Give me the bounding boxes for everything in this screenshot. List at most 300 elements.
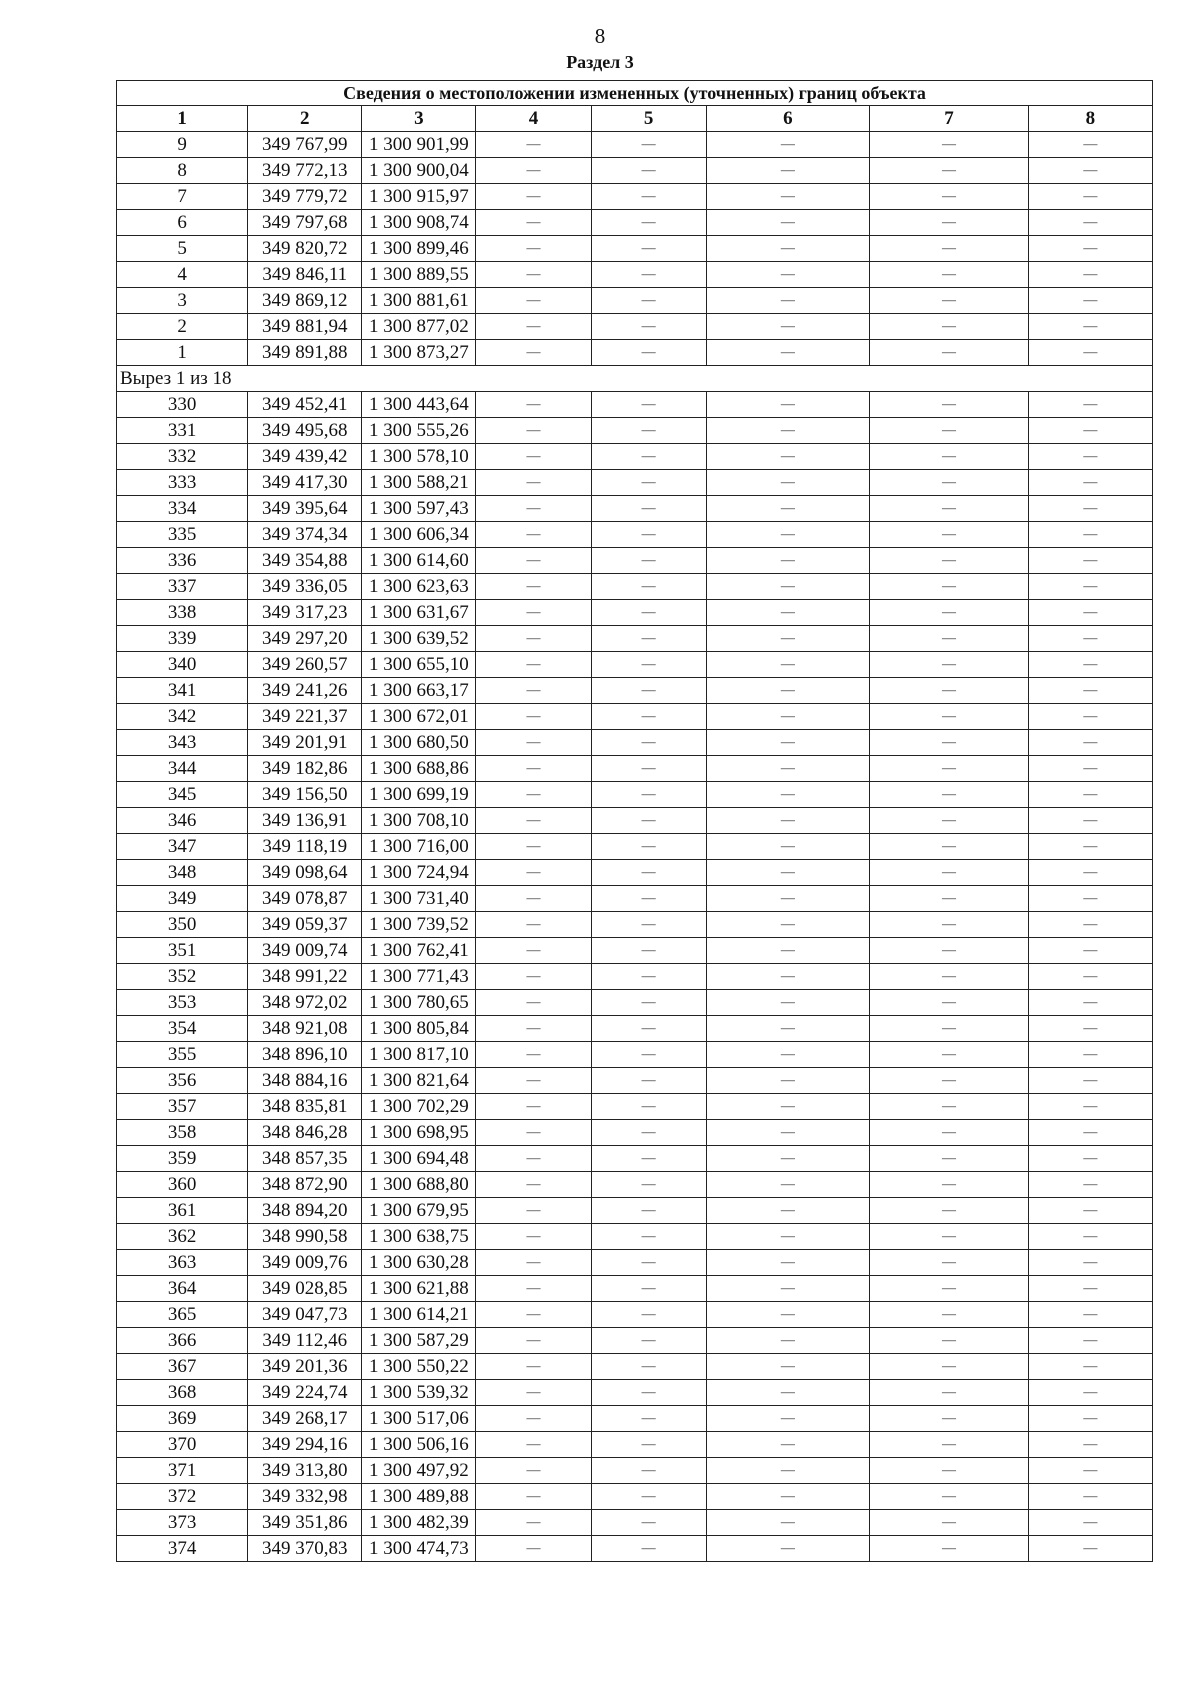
y-coordinate-cell: 1 300 708,10	[362, 808, 476, 834]
y-coordinate-cell: 1 300 731,40	[362, 886, 476, 912]
point-number-cell: 337	[117, 574, 248, 600]
y-coordinate-cell: 1 300 688,86	[362, 756, 476, 782]
table-row	[117, 1276, 1153, 1302]
empty-dash-cell: —	[870, 1484, 1029, 1510]
y-coordinate-cell: 1 300 614,60	[362, 548, 476, 574]
point-number-cell: 340	[117, 652, 248, 678]
empty-dash-cell: —	[591, 730, 706, 756]
empty-dash-cell: —	[476, 132, 591, 158]
empty-dash-cell: —	[706, 548, 870, 574]
empty-dash-cell: —	[591, 1198, 706, 1224]
empty-dash-cell: —	[1028, 1094, 1152, 1120]
empty-dash-cell: —	[1028, 1250, 1152, 1276]
empty-dash-cell: —	[1028, 938, 1152, 964]
empty-dash-cell: —	[1028, 1120, 1152, 1146]
empty-dash-cell: —	[591, 912, 706, 938]
table-row	[117, 1250, 1153, 1276]
y-coordinate-cell: 1 300 606,34	[362, 522, 476, 548]
empty-dash-cell: —	[591, 184, 706, 210]
y-coordinate-cell: 1 300 915,97	[362, 184, 476, 210]
point-number-cell: 3	[117, 288, 248, 314]
column-header: 8	[1028, 106, 1152, 132]
table-row	[117, 574, 1153, 600]
x-coordinate-cell: 349 846,11	[248, 262, 362, 288]
empty-dash-cell: —	[1028, 418, 1152, 444]
empty-dash-cell: —	[591, 496, 706, 522]
y-coordinate-cell: 1 300 702,29	[362, 1094, 476, 1120]
empty-dash-cell: —	[476, 1198, 591, 1224]
empty-dash-cell: —	[870, 1094, 1029, 1120]
table-row	[117, 1094, 1153, 1120]
empty-dash-cell: —	[706, 158, 870, 184]
empty-dash-cell: —	[1028, 314, 1152, 340]
empty-dash-cell: —	[870, 262, 1029, 288]
empty-dash-cell: —	[706, 522, 870, 548]
empty-dash-cell: —	[1028, 340, 1152, 366]
empty-dash-cell: —	[870, 678, 1029, 704]
empty-dash-cell: —	[591, 808, 706, 834]
point-number-cell: 348	[117, 860, 248, 886]
table-row	[117, 860, 1153, 886]
point-number-cell: 1	[117, 340, 248, 366]
table-body	[117, 132, 1153, 1562]
empty-dash-cell: —	[706, 730, 870, 756]
empty-dash-cell: —	[706, 860, 870, 886]
table-row	[117, 912, 1153, 938]
x-coordinate-cell: 349 059,37	[248, 912, 362, 938]
empty-dash-cell: —	[476, 678, 591, 704]
empty-dash-cell: —	[591, 1328, 706, 1354]
empty-dash-cell: —	[1028, 730, 1152, 756]
empty-dash-cell: —	[706, 262, 870, 288]
empty-dash-cell: —	[706, 600, 870, 626]
x-coordinate-cell: 349 336,05	[248, 574, 362, 600]
table-row	[117, 808, 1153, 834]
table-row	[117, 1172, 1153, 1198]
empty-dash-cell: —	[476, 860, 591, 886]
empty-dash-cell: —	[591, 860, 706, 886]
coordinates-table	[116, 80, 1153, 1562]
empty-dash-cell: —	[476, 1276, 591, 1302]
x-coordinate-cell: 349 009,74	[248, 938, 362, 964]
point-number-cell: 333	[117, 470, 248, 496]
empty-dash-cell: —	[1028, 392, 1152, 418]
empty-dash-cell: —	[870, 418, 1029, 444]
point-number-cell: 365	[117, 1302, 248, 1328]
empty-dash-cell: —	[476, 886, 591, 912]
empty-dash-cell: —	[870, 1068, 1029, 1094]
point-number-cell: 347	[117, 834, 248, 860]
x-coordinate-cell: 349 351,86	[248, 1510, 362, 1536]
y-coordinate-cell: 1 300 638,75	[362, 1224, 476, 1250]
y-coordinate-cell: 1 300 889,55	[362, 262, 476, 288]
empty-dash-cell: —	[476, 600, 591, 626]
empty-dash-cell: —	[706, 1042, 870, 1068]
point-number-cell: 362	[117, 1224, 248, 1250]
empty-dash-cell: —	[870, 834, 1029, 860]
empty-dash-cell: —	[476, 158, 591, 184]
table-row	[117, 340, 1153, 366]
empty-dash-cell: —	[1028, 574, 1152, 600]
point-number-cell: 346	[117, 808, 248, 834]
empty-dash-cell: —	[1028, 912, 1152, 938]
point-number-cell: 336	[117, 548, 248, 574]
point-number-cell: 360	[117, 1172, 248, 1198]
empty-dash-cell: —	[870, 704, 1029, 730]
table-caption: Сведения о местоположении измененных (уточненных) границ объекта	[117, 81, 1153, 106]
empty-dash-cell: —	[591, 262, 706, 288]
empty-dash-cell: —	[591, 1094, 706, 1120]
empty-dash-cell: —	[706, 210, 870, 236]
empty-dash-cell: —	[1028, 1536, 1152, 1562]
empty-dash-cell: —	[706, 1250, 870, 1276]
empty-dash-cell: —	[706, 1198, 870, 1224]
empty-dash-cell: —	[1028, 704, 1152, 730]
empty-dash-cell: —	[476, 470, 591, 496]
empty-dash-cell: —	[476, 1042, 591, 1068]
empty-dash-cell: —	[591, 600, 706, 626]
empty-dash-cell: —	[870, 860, 1029, 886]
empty-dash-cell: —	[706, 652, 870, 678]
empty-dash-cell: —	[476, 1068, 591, 1094]
empty-dash-cell: —	[476, 808, 591, 834]
empty-dash-cell: —	[476, 1172, 591, 1198]
empty-dash-cell: —	[591, 1250, 706, 1276]
empty-dash-cell: —	[591, 288, 706, 314]
y-coordinate-cell: 1 300 771,43	[362, 964, 476, 990]
y-coordinate-cell: 1 300 482,39	[362, 1510, 476, 1536]
empty-dash-cell: —	[1028, 1172, 1152, 1198]
empty-dash-cell: —	[870, 288, 1029, 314]
empty-dash-cell: —	[706, 834, 870, 860]
empty-dash-cell: —	[870, 1146, 1029, 1172]
x-coordinate-cell: 349 374,34	[248, 522, 362, 548]
empty-dash-cell: —	[870, 340, 1029, 366]
x-coordinate-cell: 348 884,16	[248, 1068, 362, 1094]
empty-dash-cell: —	[1028, 1328, 1152, 1354]
x-coordinate-cell: 349 869,12	[248, 288, 362, 314]
empty-dash-cell: —	[870, 1276, 1029, 1302]
table-row	[117, 158, 1153, 184]
x-coordinate-cell: 349 221,37	[248, 704, 362, 730]
empty-dash-cell: —	[476, 496, 591, 522]
x-coordinate-cell: 349 260,57	[248, 652, 362, 678]
empty-dash-cell: —	[1028, 1354, 1152, 1380]
table-row	[117, 938, 1153, 964]
table-row	[117, 1510, 1153, 1536]
y-coordinate-cell: 1 300 698,95	[362, 1120, 476, 1146]
y-coordinate-cell: 1 300 631,67	[362, 600, 476, 626]
x-coordinate-cell: 349 313,80	[248, 1458, 362, 1484]
empty-dash-cell: —	[706, 1406, 870, 1432]
empty-dash-cell: —	[476, 1406, 591, 1432]
empty-dash-cell: —	[870, 730, 1029, 756]
empty-dash-cell: —	[870, 886, 1029, 912]
x-coordinate-cell: 349 241,26	[248, 678, 362, 704]
point-number-cell: 368	[117, 1380, 248, 1406]
empty-dash-cell: —	[476, 392, 591, 418]
empty-dash-cell: —	[1028, 600, 1152, 626]
x-coordinate-cell: 348 896,10	[248, 1042, 362, 1068]
point-number-cell: 372	[117, 1484, 248, 1510]
table-row	[117, 1406, 1153, 1432]
empty-dash-cell: —	[706, 496, 870, 522]
empty-dash-cell: —	[1028, 782, 1152, 808]
empty-dash-cell: —	[591, 886, 706, 912]
empty-dash-cell: —	[476, 756, 591, 782]
x-coordinate-cell: 349 767,99	[248, 132, 362, 158]
empty-dash-cell: —	[591, 444, 706, 470]
point-number-cell: 361	[117, 1198, 248, 1224]
empty-dash-cell: —	[591, 574, 706, 600]
empty-dash-cell: —	[476, 1302, 591, 1328]
empty-dash-cell: —	[706, 288, 870, 314]
x-coordinate-cell: 349 452,41	[248, 392, 362, 418]
empty-dash-cell: —	[591, 1406, 706, 1432]
empty-dash-cell: —	[591, 522, 706, 548]
table-row	[117, 184, 1153, 210]
y-coordinate-cell: 1 300 817,10	[362, 1042, 476, 1068]
y-coordinate-cell: 1 300 597,43	[362, 496, 476, 522]
empty-dash-cell: —	[870, 1380, 1029, 1406]
point-number-cell: 4	[117, 262, 248, 288]
x-coordinate-cell: 348 894,20	[248, 1198, 362, 1224]
column-header: 6	[706, 106, 870, 132]
x-coordinate-cell: 349 098,64	[248, 860, 362, 886]
empty-dash-cell: —	[706, 418, 870, 444]
y-coordinate-cell: 1 300 724,94	[362, 860, 476, 886]
x-coordinate-cell: 349 118,19	[248, 834, 362, 860]
empty-dash-cell: —	[1028, 1302, 1152, 1328]
empty-dash-cell: —	[1028, 860, 1152, 886]
empty-dash-cell: —	[1028, 1510, 1152, 1536]
empty-dash-cell: —	[476, 1484, 591, 1510]
empty-dash-cell: —	[591, 1172, 706, 1198]
empty-dash-cell: —	[1028, 1224, 1152, 1250]
empty-dash-cell: —	[476, 912, 591, 938]
empty-dash-cell: —	[591, 834, 706, 860]
empty-dash-cell: —	[476, 964, 591, 990]
empty-dash-cell: —	[476, 522, 591, 548]
table-row	[117, 678, 1153, 704]
table-row	[117, 314, 1153, 340]
empty-dash-cell: —	[870, 1406, 1029, 1432]
empty-dash-cell: —	[870, 782, 1029, 808]
empty-dash-cell: —	[591, 314, 706, 340]
y-coordinate-cell: 1 300 517,06	[362, 1406, 476, 1432]
empty-dash-cell: —	[1028, 1432, 1152, 1458]
empty-dash-cell: —	[591, 1016, 706, 1042]
y-coordinate-cell: 1 300 899,46	[362, 236, 476, 262]
y-coordinate-cell: 1 300 639,52	[362, 626, 476, 652]
empty-dash-cell: —	[591, 236, 706, 262]
y-coordinate-cell: 1 300 901,99	[362, 132, 476, 158]
point-number-cell: 344	[117, 756, 248, 782]
empty-dash-cell: —	[870, 1250, 1029, 1276]
empty-dash-cell: —	[591, 1068, 706, 1094]
empty-dash-cell: —	[1028, 990, 1152, 1016]
table-row	[117, 132, 1153, 158]
y-coordinate-cell: 1 300 805,84	[362, 1016, 476, 1042]
group-label: Вырез 1 из 18	[117, 366, 1153, 392]
y-coordinate-cell: 1 300 443,64	[362, 392, 476, 418]
x-coordinate-cell: 349 395,64	[248, 496, 362, 522]
table-row	[117, 236, 1153, 262]
x-coordinate-cell: 349 224,74	[248, 1380, 362, 1406]
empty-dash-cell: —	[476, 1328, 591, 1354]
point-number-cell: 369	[117, 1406, 248, 1432]
empty-dash-cell: —	[706, 1380, 870, 1406]
empty-dash-cell: —	[591, 652, 706, 678]
table-row	[117, 756, 1153, 782]
point-number-cell: 354	[117, 1016, 248, 1042]
empty-dash-cell: —	[476, 574, 591, 600]
column-header: 7	[870, 106, 1029, 132]
table-row	[117, 288, 1153, 314]
table-row	[117, 418, 1153, 444]
empty-dash-cell: —	[706, 626, 870, 652]
empty-dash-cell: —	[591, 1146, 706, 1172]
y-coordinate-cell: 1 300 630,28	[362, 1250, 476, 1276]
empty-dash-cell: —	[870, 1432, 1029, 1458]
empty-dash-cell: —	[870, 990, 1029, 1016]
empty-dash-cell: —	[1028, 496, 1152, 522]
y-coordinate-cell: 1 300 623,63	[362, 574, 476, 600]
empty-dash-cell: —	[706, 704, 870, 730]
table-row	[117, 964, 1153, 990]
empty-dash-cell: —	[591, 678, 706, 704]
empty-dash-cell: —	[870, 1458, 1029, 1484]
table-row	[117, 782, 1153, 808]
table-row	[117, 1432, 1153, 1458]
x-coordinate-cell: 348 990,58	[248, 1224, 362, 1250]
y-coordinate-cell: 1 300 474,73	[362, 1536, 476, 1562]
x-coordinate-cell: 349 779,72	[248, 184, 362, 210]
empty-dash-cell: —	[591, 1458, 706, 1484]
point-number-cell: 371	[117, 1458, 248, 1484]
empty-dash-cell: —	[706, 1172, 870, 1198]
empty-dash-cell: —	[476, 1380, 591, 1406]
point-number-cell: 6	[117, 210, 248, 236]
empty-dash-cell: —	[870, 1510, 1029, 1536]
empty-dash-cell: —	[706, 1146, 870, 1172]
empty-dash-cell: —	[870, 1042, 1029, 1068]
table-row	[117, 1198, 1153, 1224]
empty-dash-cell: —	[706, 1536, 870, 1562]
empty-dash-cell: —	[870, 1302, 1029, 1328]
empty-dash-cell: —	[706, 1224, 870, 1250]
empty-dash-cell: —	[591, 1354, 706, 1380]
empty-dash-cell: —	[870, 236, 1029, 262]
empty-dash-cell: —	[591, 1432, 706, 1458]
point-number-cell: 343	[117, 730, 248, 756]
empty-dash-cell: —	[1028, 678, 1152, 704]
y-coordinate-cell: 1 300 688,80	[362, 1172, 476, 1198]
empty-dash-cell: —	[591, 1302, 706, 1328]
empty-dash-cell: —	[870, 808, 1029, 834]
empty-dash-cell: —	[1028, 1484, 1152, 1510]
point-number-cell: 352	[117, 964, 248, 990]
table-row	[117, 262, 1153, 288]
table-row	[117, 1458, 1153, 1484]
x-coordinate-cell: 349 009,76	[248, 1250, 362, 1276]
empty-dash-cell: —	[870, 574, 1029, 600]
x-coordinate-cell: 349 797,68	[248, 210, 362, 236]
empty-dash-cell: —	[476, 444, 591, 470]
table-row	[117, 704, 1153, 730]
empty-dash-cell: —	[706, 1328, 870, 1354]
y-coordinate-cell: 1 300 614,21	[362, 1302, 476, 1328]
y-coordinate-cell: 1 300 655,10	[362, 652, 476, 678]
y-coordinate-cell: 1 300 699,19	[362, 782, 476, 808]
group-label-row	[117, 366, 1153, 392]
empty-dash-cell: —	[1028, 1042, 1152, 1068]
empty-dash-cell: —	[476, 1094, 591, 1120]
empty-dash-cell: —	[706, 912, 870, 938]
point-number-cell: 9	[117, 132, 248, 158]
x-coordinate-cell: 349 028,85	[248, 1276, 362, 1302]
empty-dash-cell: —	[1028, 262, 1152, 288]
empty-dash-cell: —	[706, 1510, 870, 1536]
y-coordinate-cell: 1 300 762,41	[362, 938, 476, 964]
page-number: 8	[594, 24, 606, 48]
x-coordinate-cell: 349 112,46	[248, 1328, 362, 1354]
column-header: 4	[476, 106, 591, 132]
empty-dash-cell: —	[591, 340, 706, 366]
column-header: 3	[362, 106, 476, 132]
table-row	[117, 1328, 1153, 1354]
y-coordinate-cell: 1 300 550,22	[362, 1354, 476, 1380]
empty-dash-cell: —	[1028, 132, 1152, 158]
empty-dash-cell: —	[476, 704, 591, 730]
empty-dash-cell: —	[870, 912, 1029, 938]
empty-dash-cell: —	[870, 132, 1029, 158]
empty-dash-cell: —	[706, 1432, 870, 1458]
empty-dash-cell: —	[591, 704, 706, 730]
y-coordinate-cell: 1 300 506,16	[362, 1432, 476, 1458]
empty-dash-cell: —	[870, 1354, 1029, 1380]
empty-dash-cell: —	[591, 964, 706, 990]
point-number-cell: 367	[117, 1354, 248, 1380]
empty-dash-cell: —	[591, 938, 706, 964]
empty-dash-cell: —	[706, 340, 870, 366]
y-coordinate-cell: 1 300 908,74	[362, 210, 476, 236]
empty-dash-cell: —	[476, 1224, 591, 1250]
empty-dash-cell: —	[706, 236, 870, 262]
empty-dash-cell: —	[476, 236, 591, 262]
empty-dash-cell: —	[706, 392, 870, 418]
x-coordinate-cell: 349 820,72	[248, 236, 362, 262]
x-coordinate-cell: 349 495,68	[248, 418, 362, 444]
empty-dash-cell: —	[591, 1536, 706, 1562]
empty-dash-cell: —	[591, 418, 706, 444]
table-row	[117, 444, 1153, 470]
empty-dash-cell: —	[870, 548, 1029, 574]
empty-dash-cell: —	[706, 1120, 870, 1146]
empty-dash-cell: —	[870, 1172, 1029, 1198]
empty-dash-cell: —	[870, 600, 1029, 626]
x-coordinate-cell: 349 881,94	[248, 314, 362, 340]
table-row	[117, 1146, 1153, 1172]
y-coordinate-cell: 1 300 881,61	[362, 288, 476, 314]
x-coordinate-cell: 348 835,81	[248, 1094, 362, 1120]
empty-dash-cell: —	[870, 496, 1029, 522]
empty-dash-cell: —	[476, 418, 591, 444]
y-coordinate-cell: 1 300 694,48	[362, 1146, 476, 1172]
table-row	[117, 1068, 1153, 1094]
empty-dash-cell: —	[706, 990, 870, 1016]
empty-dash-cell: —	[1028, 1068, 1152, 1094]
